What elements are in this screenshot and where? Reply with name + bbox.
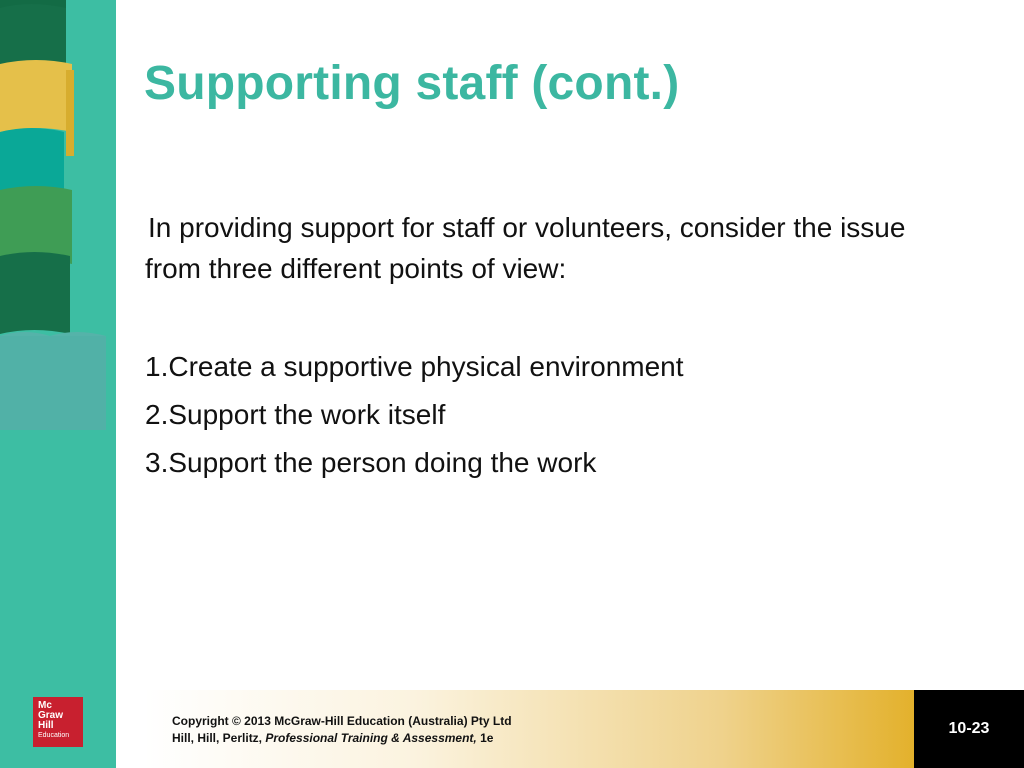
- authors-text: Hill, Hill, Perlitz,: [172, 731, 266, 745]
- logo-text: Hill: [38, 720, 54, 731]
- page-number: 10-23: [948, 720, 990, 737]
- list-item: 3.Support the person doing the work: [145, 447, 597, 478]
- sidebar-band: [0, 0, 116, 768]
- footer-copyright: [172, 713, 512, 747]
- book-title-text: Professional Training & Assessment,: [265, 731, 477, 745]
- citation-line: [172, 730, 512, 747]
- edition-text: 1e: [476, 731, 494, 745]
- logo-text: Education: [38, 732, 70, 739]
- logo-text: Graw: [38, 710, 64, 721]
- copyright-line: Copyright © 2013 McGraw-Hill Education (Australia) Pty Ltd: [172, 714, 512, 728]
- mcgraw-hill-logo: [33, 697, 83, 747]
- list-item: 2.Support the work itself: [145, 399, 446, 430]
- points-list: [145, 346, 945, 490]
- list-item: 1.Create a supportive physical environment: [145, 351, 684, 382]
- logo-text: Mc: [38, 700, 52, 711]
- book-spines-graphic: [0, 0, 116, 430]
- slide-title: Supporting staff (cont.): [144, 57, 680, 110]
- slide-body: [145, 207, 945, 478]
- intro-paragraph: In providing support for staff or volunteers, consider the issue from three different points of view:: [145, 212, 906, 284]
